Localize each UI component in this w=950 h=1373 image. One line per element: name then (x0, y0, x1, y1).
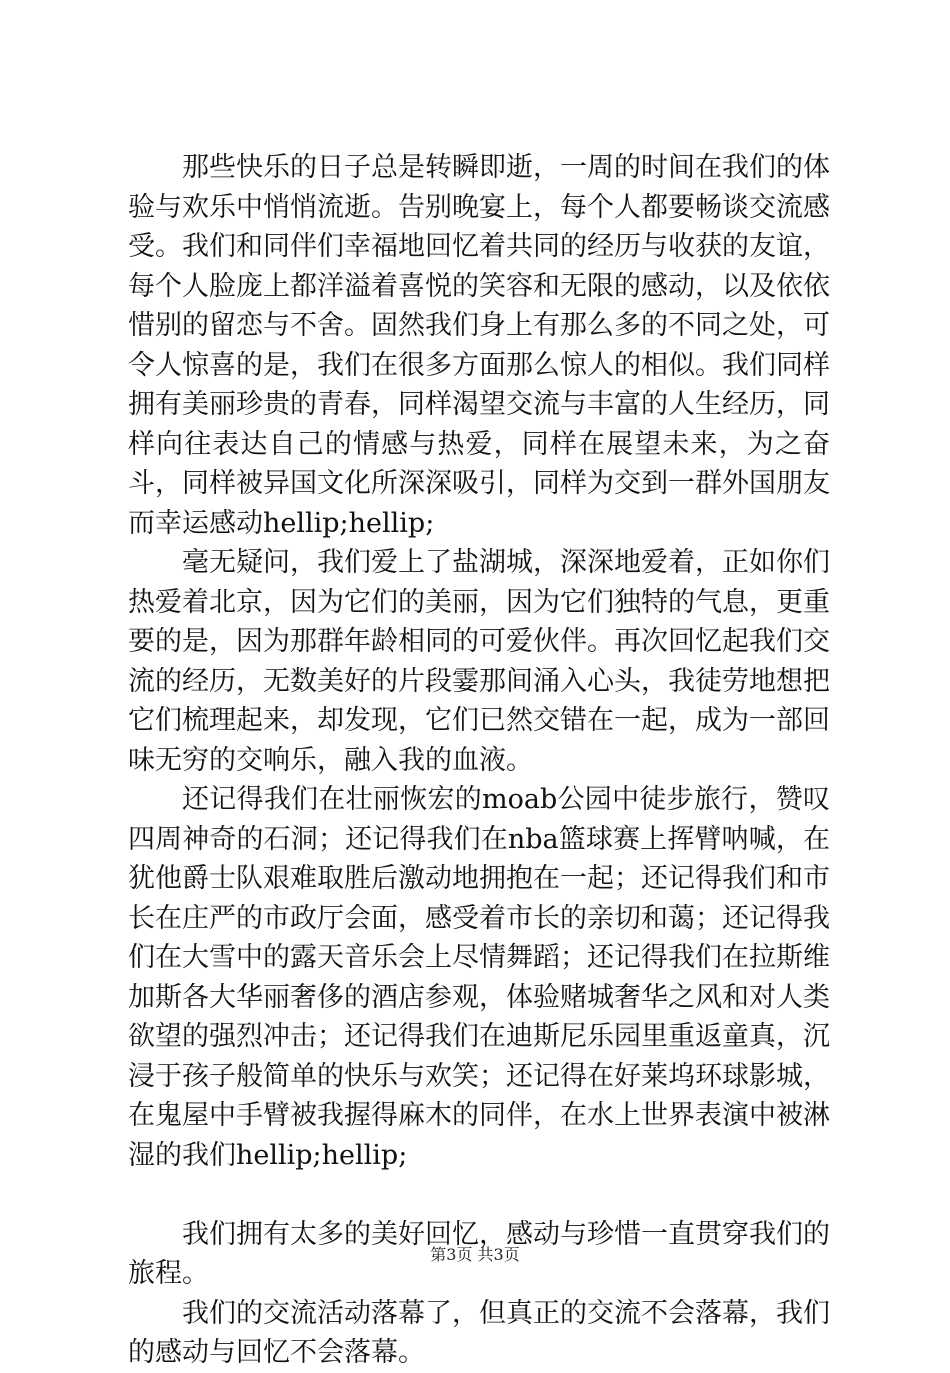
paragraph-beautiful-memories: 我们拥有太多的美好回忆，感动与珍惜一直贯穿我们的旅程。 (128, 1218, 830, 1289)
paragraph-closing: 我们的交流活动落幕了，但真正的交流不会落幕，我们的感动与回忆不会落幕。 (128, 1297, 830, 1368)
document-body (128, 148, 830, 1373)
paragraph-farewell: 那些快乐的日子总是转瞬即逝，一周的时间在我们的体验与欢乐中悄悄流逝。告别晚宴上，每个人都要畅谈交流感受。我们和同伴们幸福地回忆着共同的经历与收获的友谊，每个人脸庞上都洋溢着喜悦的笑容和无限的感动，以及依依惜别的留恋与不舍。固然我们身上有那么多的不同之处，可令人惊喜的是，我们在很多方面那么惊人的相似。我们同样拥有美丽珍贵的青春，同样渴望交流与丰富的人生经历，同样向往表达自己的情感与热爱，同样在展望未来，为之奋斗，同样被异国文化所深深吸引，同样为交到一群外国朋友而幸运感动hellip;hellip; (128, 152, 830, 539)
page-number-footer: 第3页 共3页 (430, 1245, 520, 1264)
paragraph-spacer (128, 1175, 830, 1215)
paragraph-memories-list: 还记得我们在壮丽恢宏的moab公园中徒步旅行，赞叹四周神奇的石洞；还记得我们在nba篮球赛上挥臂呐喊，在犹他爵士队艰难取胜后激动地拥抱在一起；还记得我们和市长在庄严的市政厅会面，感受着市长的亲切和蔼；还记得我们在大雪中的露天音乐会上尽情舞蹈；还记得我们在拉斯维加斯各大华丽奢侈的酒店参观，体验赌城奢华之风和对人类欲望的强烈冲击；还记得我们在迪斯尼乐园里重返童真，沉浸于孩子般简单的快乐与欢笑；还记得在好莱坞环球影城，在鬼屋中手臂被我握得麻木的同伴，在水上世界表演中被淋湿的我们hellip;hellip; (128, 784, 830, 1171)
paragraph-salt-lake-city: 毫无疑问，我们爱上了盐湖城，深深地爱着，正如你们热爱着北京，因为它们的美丽，因为它们独特的气息，更重要的是，因为那群年龄相同的可爱伙伴。再次回忆起我们交流的经历，无数美好的片段霎那间涌入心头，我徒劳地想把它们梳理起来，却发现，它们已然交错在一起，成为一部回味无穷的交响乐，融入我的血液。 (128, 547, 830, 776)
